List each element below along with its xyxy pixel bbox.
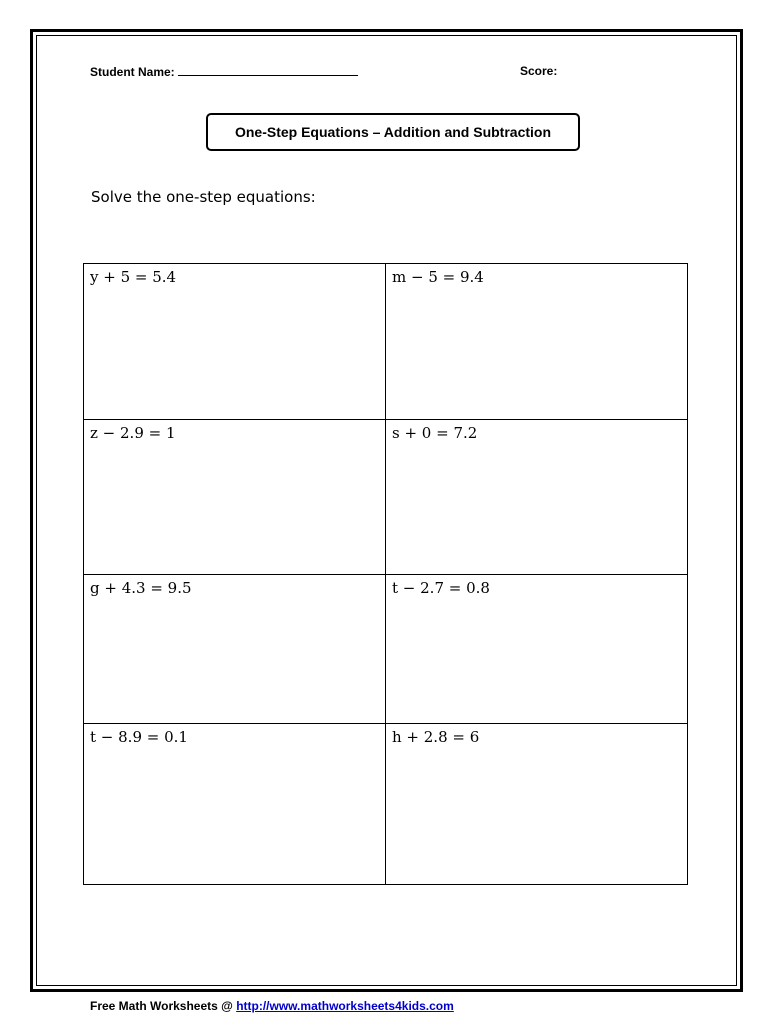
problem-cell: m − 5 = 9.4 [386, 264, 688, 420]
problem-row [84, 420, 688, 575]
problem-row [84, 724, 688, 885]
instruction-text: Solve the one-step equations: [91, 188, 316, 206]
problem-cell: y + 5 = 5.4 [84, 264, 386, 420]
student-name-blank [178, 64, 358, 76]
problem-cell: s + 0 = 7.2 [386, 420, 688, 575]
problem-cell: z − 2.9 = 1 [84, 420, 386, 575]
problem-row [84, 575, 688, 724]
problem-cell: t − 8.9 = 0.1 [84, 724, 386, 885]
problem-row [84, 264, 688, 420]
footer-link[interactable]: http://www.mathworksheets4kids.com [236, 999, 454, 1013]
problem-cell: g + 4.3 = 9.5 [84, 575, 386, 724]
footer [90, 999, 454, 1013]
worksheet-title-text: One-Step Equations – Addition and Subtraction [234, 124, 552, 140]
problem-cell: h + 2.8 = 6 [386, 724, 688, 885]
student-name-field [90, 64, 358, 79]
worksheet-title [206, 113, 580, 151]
problem-cell: t − 2.7 = 0.8 [386, 575, 688, 724]
footer-text: Free Math Worksheets @ [90, 999, 237, 1013]
student-name-label: Student Name: [90, 65, 175, 79]
score-label: Score: [520, 64, 558, 78]
problem-grid [83, 263, 688, 885]
